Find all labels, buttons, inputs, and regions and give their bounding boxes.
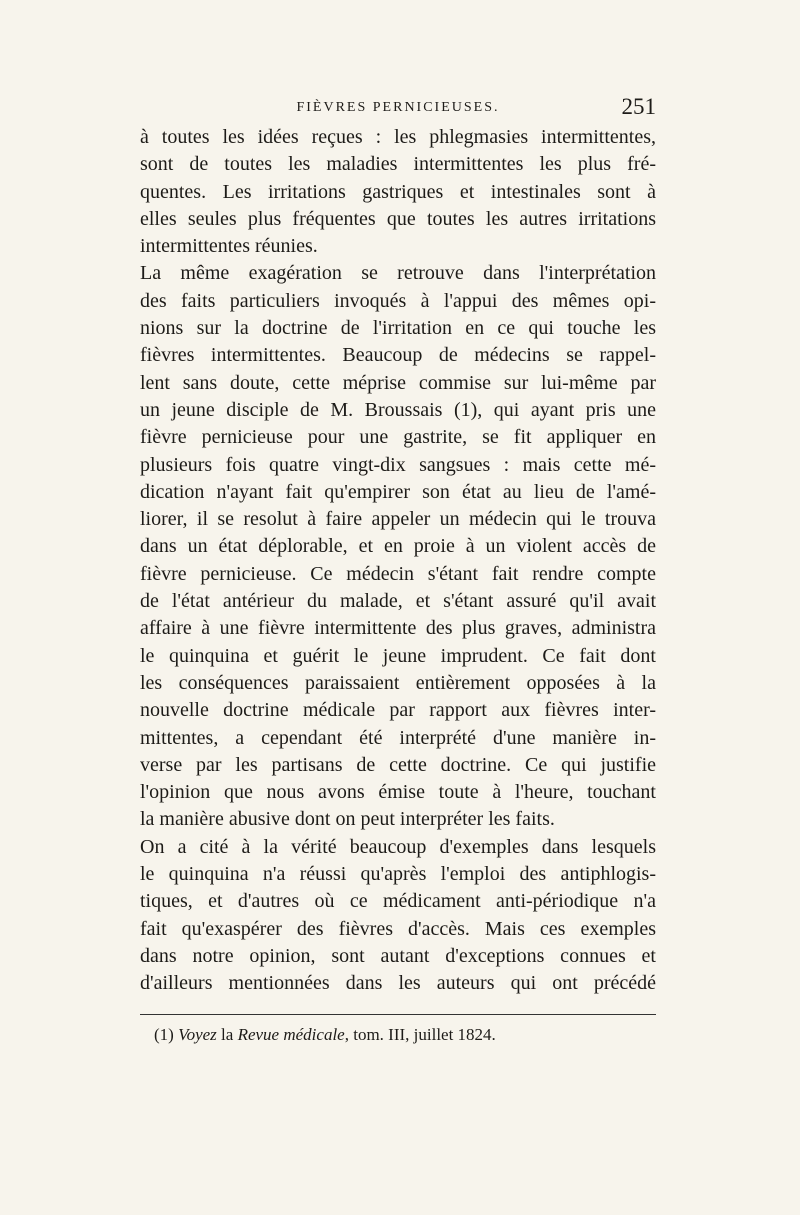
text-line: nouvelle doctrine médicale par rapport aux fièvres inter-	[140, 699, 656, 722]
text-line: le quinquina et guérit le jeune imprudent. Ce fait dont	[140, 644, 656, 667]
text-line: intermittentes réunies.	[140, 235, 318, 258]
text-line: sont de toutes les maladies intermittentes les plus fré-	[140, 153, 656, 176]
text-line: La même exagération se retrouve dans l'interprétation	[140, 262, 656, 285]
text-line: fièvre pernicieuse pour une gastrite, se fit appliquer en	[140, 426, 656, 449]
text-line: dans un état déplorable, et en proie à un violent accès de	[140, 535, 656, 558]
text-line: le quinquina n'a réussi qu'après l'emploi des antiphlogis-	[140, 863, 656, 886]
text-line: tiques, et d'autres où ce médicament anti-périodique n'a	[140, 890, 656, 913]
text-line: les conséquences paraissaient entièrement opposées à la	[140, 671, 656, 694]
text-line: des faits particuliers invoqués à l'appui des mêmes opi-	[140, 289, 656, 312]
text-line: d'ailleurs mentionnées dans les auteurs qui ont précédé	[140, 972, 656, 995]
text-line: lent sans doute, cette méprise commise sur lui-même par	[140, 371, 656, 394]
text-line: un jeune disciple de M. Broussais (1), qui ayant pris une	[140, 398, 656, 421]
text-line: quentes. Les irritations gastriques et intestinales sont à	[140, 180, 656, 203]
text-line: fièvres intermittentes. Beaucoup de médecins se rappel-	[140, 344, 656, 367]
text-line: On a cité à la vérité beaucoup d'exemples dans lesquels	[140, 835, 656, 858]
footnote-journal-title: Revue médicale	[237, 1024, 345, 1044]
text-line: l'opinion que nous avons émise toute à l'heure, touchant	[140, 781, 656, 804]
text-line: fait qu'exaspérer des fièvres d'accès. Mais ces exemples	[140, 917, 656, 940]
footnote-rule	[140, 1014, 656, 1015]
text-line: affaire à une fièvre intermittente des plus graves, administra	[140, 617, 656, 640]
footnote	[140, 1025, 656, 1045]
footnote-voyez: Voyez	[178, 1024, 217, 1044]
page-number: 251	[621, 94, 656, 119]
text-line: verse par les partisans de cette doctrine. Ce qui justifie	[140, 753, 656, 776]
text-line: fièvre pernicieuse. Ce médecin s'étant fait rendre compte	[140, 562, 656, 585]
text-line: à toutes les idées reçues : les phlegmasies intermittentes,	[140, 126, 656, 148]
footnote-text-2: , tom. III, juillet 1824.	[344, 1024, 496, 1044]
text-line: dans notre opinion, sont autant d'exceptions connues et	[140, 944, 656, 967]
footnote-marker: (1)	[154, 1024, 174, 1044]
footnote-text-1: la	[216, 1024, 238, 1044]
text-line: plusieurs fois quatre vingt-dix sangsues : mais cette mé-	[140, 453, 656, 476]
text-line: de l'état antérieur du malade, et s'étant assuré qu'il avait	[140, 590, 656, 613]
text-line: la manière abusive dont on peut interpréter les faits.	[140, 808, 555, 831]
running-title: FIÈVRES PERNICIEUSES.	[296, 100, 500, 115]
text-line: liorer, il se resolut à faire appeler un médecin qui le trouva	[140, 508, 656, 531]
page-header	[140, 92, 656, 124]
body-text	[140, 124, 656, 998]
text-line: nions sur la doctrine de l'irritation en ce qui touche les	[140, 317, 656, 340]
text-line: elles seules plus fréquentes que toutes les autres irritations	[140, 207, 656, 230]
text-line: dication n'ayant fait qu'empirer son état au lieu de l'amé-	[140, 480, 656, 503]
document-page	[140, 92, 656, 1045]
text-line: mittentes, a cependant été interprété d'une manière in-	[140, 726, 656, 749]
